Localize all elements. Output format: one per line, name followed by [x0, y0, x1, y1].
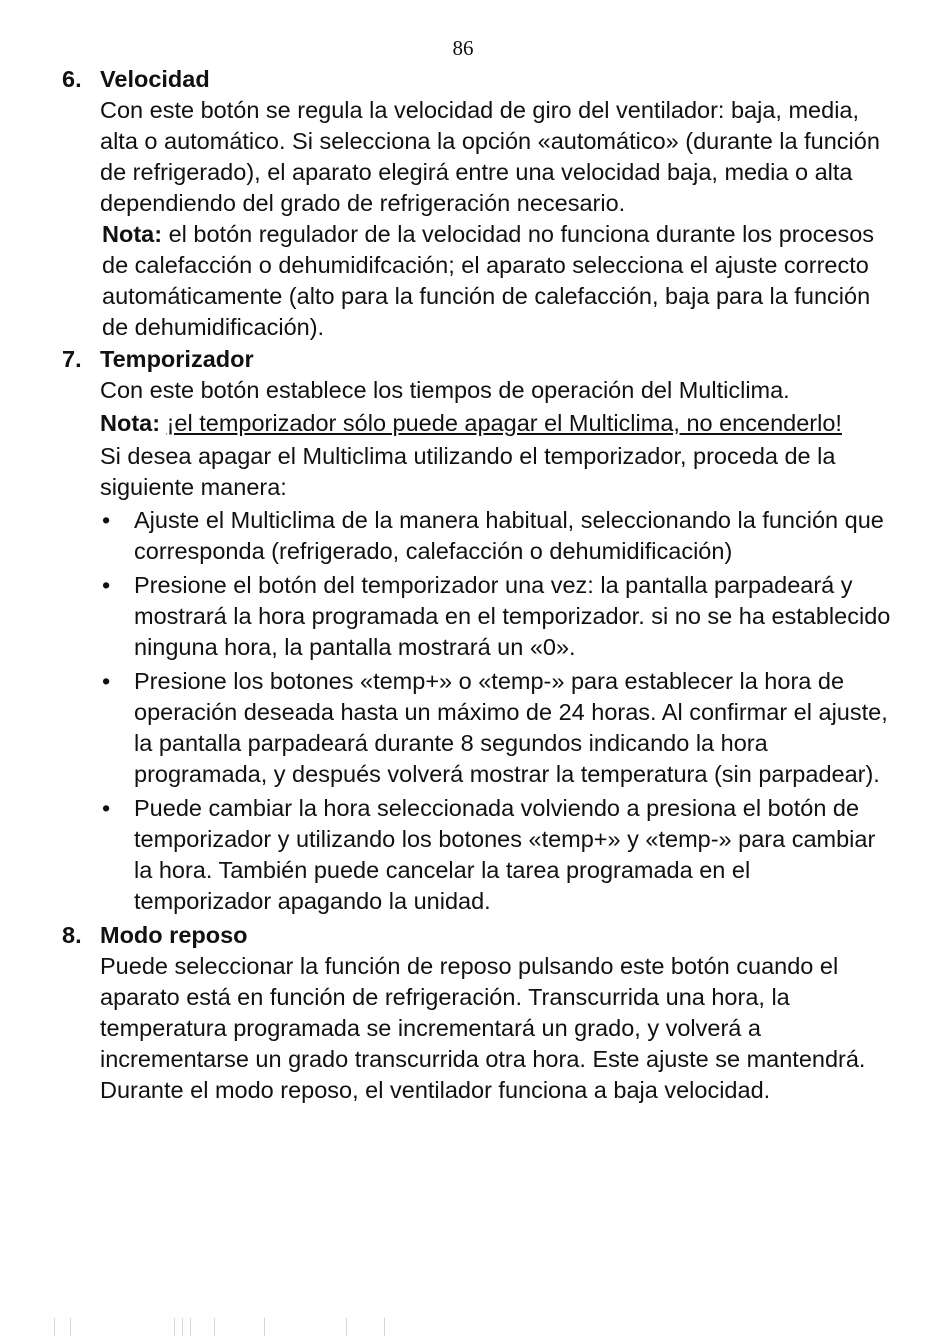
list-item-text: Presione el botón del temporizador una vez: la pantalla parpadeará y mostrará la hora programada en el temporizador. si no se ha establecido ninguna hora, la pantalla mostrará un «0».: [134, 572, 891, 660]
list-item: [100, 793, 892, 917]
list-item-text: Presione los botones «temp+» o «temp-» para establecer la hora de operación deseada hasta un máximo de 24 horas. Al confirmar el ajuste, la pantalla parpadeará durante 8 segundos indicando la hora programada, y después volverá mostrar la temperatura (sin parpadear).: [134, 668, 888, 787]
list-item: [100, 570, 892, 663]
section-number: 7.: [62, 346, 82, 372]
list-item-text: Puede cambiar la hora seleccionada volviendo a presiona el botón de temporizador y utilizando los botones «temp+» y «temp-» para cambiar la hora. También puede cancelar la tarea programada en el temporizador apagando la unidad.: [134, 795, 876, 914]
section-paragraph: Con este botón establece los tiempos de operación del Multiclima.: [100, 377, 790, 403]
section-title: Modo reposo: [100, 922, 248, 948]
note-text: ¡el temporizador sólo puede apagar el Multiclima, no encenderlo!: [166, 410, 842, 436]
section-title: Velocidad: [100, 66, 210, 92]
document-body: [62, 64, 892, 1106]
section-number: 8.: [62, 922, 82, 948]
note-label: Nota:: [102, 221, 163, 247]
section-heading: [62, 64, 892, 95]
section-modo-reposo: [62, 920, 892, 1106]
bullet-icon: •: [102, 572, 111, 598]
bullet-icon: •: [102, 507, 111, 533]
section-note: [100, 219, 892, 343]
list-item: [100, 505, 892, 567]
section-note: [100, 408, 892, 439]
section-heading: [62, 344, 892, 375]
list-item: [100, 666, 892, 790]
section-temporizador: [62, 344, 892, 917]
bullet-icon: •: [102, 795, 111, 821]
section-velocidad: [62, 64, 892, 343]
page-number: 86: [452, 36, 474, 60]
section-title: Temporizador: [100, 346, 254, 372]
section-intro: Si desea apagar el Multiclima utilizando el temporizador, proceda de la siguiente manera:: [100, 443, 836, 500]
note-label: Nota:: [100, 410, 161, 436]
section-number: 6.: [62, 66, 82, 92]
note-text: el botón regulador de la velocidad no funciona durante los procesos de calefacción o dehumidifcación; el aparato selecciona el ajuste correcto automáticamente (alto para la función de calefacción, baja para la función de dehumidificación).: [102, 221, 875, 340]
bullet-icon: •: [102, 668, 111, 694]
section-paragraph: Con este botón se regula la velocidad de giro del ventilador: baja, media, alta o automático. Si selecciona la opción «automático» (durante la función de refrigerado), el aparato elegirá entre una velocidad baja, media o alta dependiendo del grado de refrigeración necesario.: [100, 97, 880, 216]
bullet-list: [100, 505, 892, 917]
section-paragraph: Puede seleccionar la función de reposo pulsando este botón cuando el aparato está en función de refrigeración. Transcurrida una hora, la temperatura programada se incrementará un grado, y volverá a incrementarse un grado transcurrida otra hora. Este ajuste se mantendrá. Durante el modo reposo, el ventilador funciona a baja velocidad.: [100, 953, 866, 1103]
scan-artifact-marks: [50, 1318, 450, 1338]
list-item-text: Ajuste el Multiclima de la manera habitual, seleccionando la función que corresponda (refrigerado, calefacción o dehumidificación): [134, 507, 884, 564]
section-heading: [62, 920, 892, 951]
